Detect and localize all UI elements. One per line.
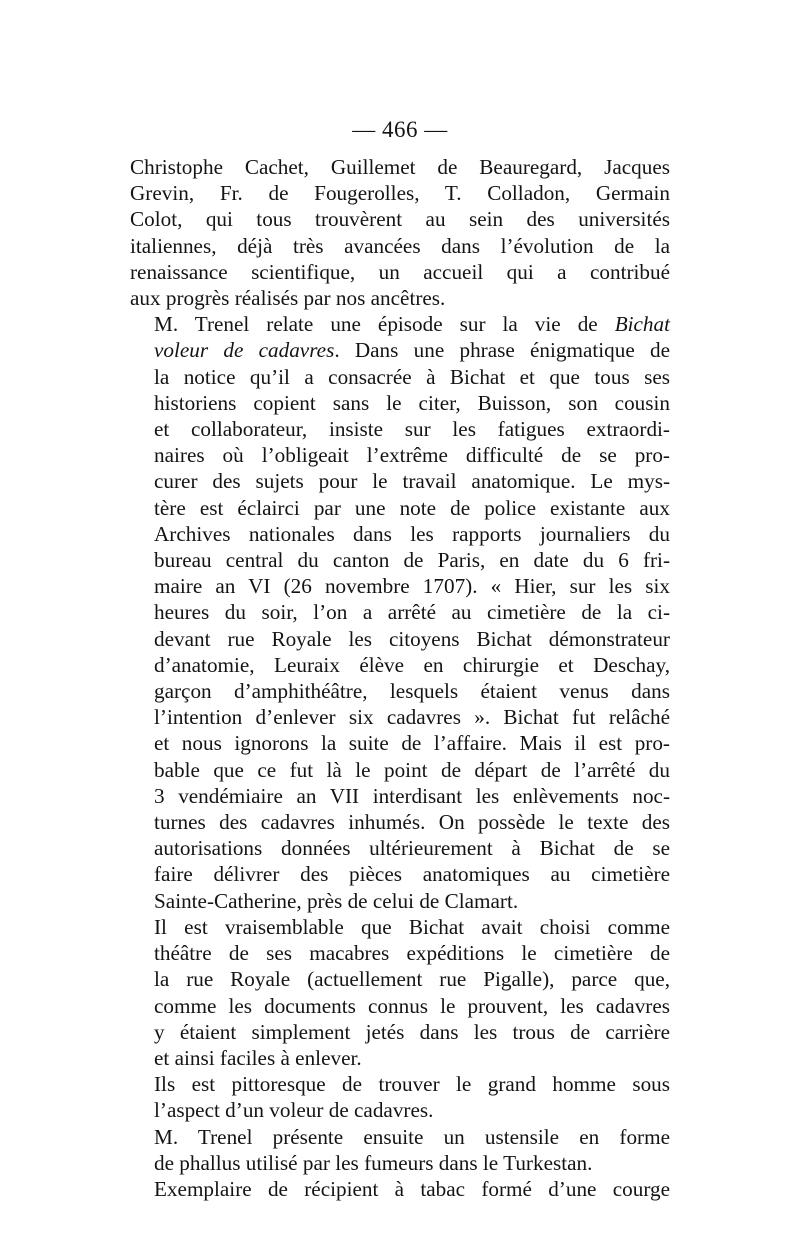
text-line: Exemplaire de récipient à tabac formé d’une courge [154, 1176, 670, 1201]
text-line: faire délivrer des pièces anatomiques au cimetière [154, 862, 670, 887]
text-line: Sainte-Catherine, près de celui de Clamart. [154, 888, 519, 913]
text-line: renaissance scientifique, un accueil qui a contribué [130, 259, 670, 284]
text-line: M. Trenel présente ensuite un ustensile en forme [154, 1124, 670, 1149]
paragraph-6 [130, 1176, 670, 1202]
text-line: devant rue Royale les citoyens Bichat démonstrateur [154, 626, 670, 651]
text-line: historiens copient sans le citer, Buisson, son cousin [154, 390, 670, 415]
text-line: garçon d’amphithéâtre, lesquels étaient venus dans [154, 679, 670, 704]
text-line: d’anatomie, Leuraix élève en chirurgie et Deschay, [154, 652, 670, 677]
text-line: bable que ce fut là le point de départ de l’arrêté du [154, 757, 670, 782]
text-line: et collaborateur, insiste sur les fatigues extraordi- [154, 417, 670, 442]
text-line [130, 311, 670, 337]
text-run: . Dans une phrase énigmatique de [334, 338, 670, 363]
text-line: la notice qu’il a consacrée à Bichat et que tous ses [154, 364, 670, 389]
text-line: aux progrès réalisés par nos ancêtres. [130, 286, 446, 311]
paragraph-1 [130, 154, 670, 311]
paragraph-3 [130, 914, 670, 1071]
text-line: Archives nationales dans les rapports journaliers du [154, 521, 670, 546]
paragraph-2 [130, 311, 670, 914]
text-line: maire an VI (26 novembre 1707). « Hier, sur les six [154, 574, 670, 599]
text-line: naires où l’obligeait l’extrême difficulté de se pro- [154, 443, 670, 468]
text-run: M. Trenel relate une épisode sur la vie de [154, 312, 615, 337]
paragraph-4 [130, 1071, 670, 1123]
text-line: et nous ignorons la suite de l’affaire. Mais il est pro- [154, 731, 670, 756]
text-line: heures du soir, l’on a arrêté au cimetière de la ci- [154, 600, 670, 625]
text-line: théâtre de ses macabres expéditions le cimetière de [154, 941, 670, 966]
page-number: — 466 — [352, 117, 448, 142]
text-line: Christophe Cachet, Guillemet de Beauregard, Jacques [130, 155, 670, 179]
text-line: bureau central du canton de Paris, en date du 6 fri- [154, 548, 670, 573]
text-line: Colot, qui tous trouvèrent au sein des universités [130, 207, 670, 232]
text-line: tère est éclairci par une note de police existante aux [154, 495, 670, 520]
text-line: Grevin, Fr. de Fougerolles, T. Colladon, Germain [130, 181, 670, 206]
text-line: 3 vendémiaire an VII interdisant les enlèvements noc- [154, 783, 670, 808]
text-line: l’intention d’enlever six cadavres ». Bichat fut relâché [154, 705, 670, 730]
paragraph-5 [130, 1124, 670, 1176]
italic-text: voleur de cadavres [154, 338, 335, 363]
text-line: Ils est pittoresque de trouver le grand homme sous [154, 1072, 670, 1097]
italic-text: Bichat [614, 312, 670, 337]
text-line: turnes des cadavres inhumés. On possède le texte des [154, 810, 670, 835]
text-line [130, 337, 670, 363]
text-line: de phallus utilisé par les fumeurs dans le Turkestan. [154, 1150, 593, 1175]
text-line: autorisations données ultérieurement à Bichat de se [154, 836, 670, 861]
text-line: italiennes, déjà très avancées dans l’évolution de la [130, 233, 670, 258]
text-line: Il est vraisemblable que Bichat avait choisi comme [154, 914, 670, 939]
text-line: et ainsi faciles à enlever. [154, 1045, 362, 1070]
text-line: curer des sujets pour le travail anatomique. Le mys- [154, 469, 670, 494]
text-line: la rue Royale (actuellement rue Pigalle), parce que, [154, 967, 670, 992]
text-line: comme les documents connus le prouvent, les cadavres [154, 993, 670, 1018]
book-page [130, 110, 670, 1202]
text-line: l’aspect d’un voleur de cadavres. [154, 1098, 434, 1123]
text-line: y étaient simplement jetés dans les trous de carrière [154, 1019, 670, 1044]
